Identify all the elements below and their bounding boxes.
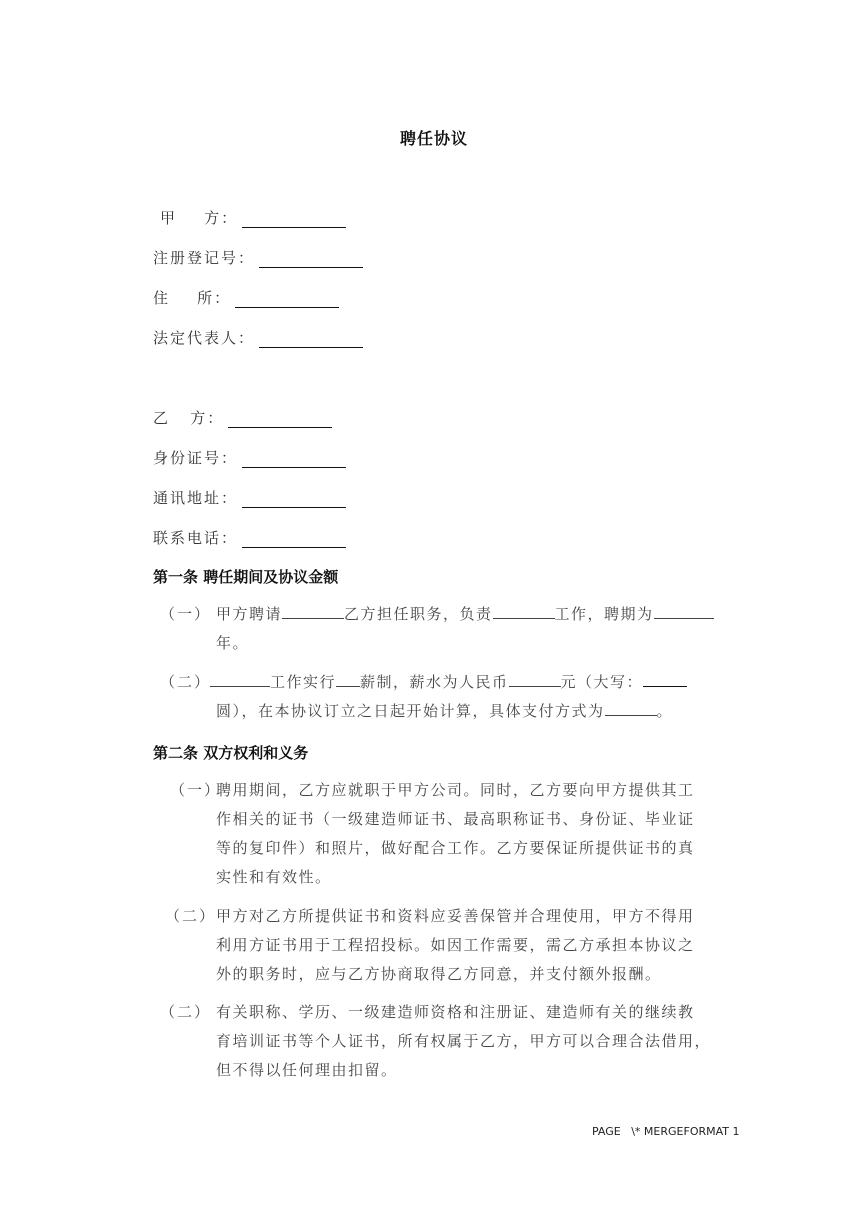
article-1-item-2-number: （二） (160, 673, 212, 691)
article-1-item-2-line-1 (210, 668, 687, 697)
document-title: 聘任协议 (399, 129, 468, 148)
article-2-item-2-line: 甲方对乙方所提供证书和资料应妥善保管并合理使用，甲方不得用 (216, 907, 695, 925)
party-b-id-field (153, 447, 346, 468)
item-text-segment: 薪制，薪水为人民币 (360, 673, 509, 691)
item-text-segment: 。 (656, 702, 674, 720)
fill-blank (336, 669, 360, 687)
page-footer: PAGE \* MERGEFORMAT 1 (592, 1125, 740, 1138)
party-a-reg-label: 注册登记号： (153, 249, 256, 267)
item-text-segment: 乙方担任职务，负责 (344, 605, 493, 623)
item-text-segment: 圆），在本协议订立之日起开始计算，具体支付方式为 (216, 702, 605, 720)
article-2-item-1-line: 聘用期间，乙方应就职于甲方公司。同时，乙方要向甲方提供其工 (216, 781, 695, 799)
article-1-item-1-line-1 (216, 600, 714, 629)
article-2-item-1-line: 实性和有效性。 (216, 868, 332, 886)
article-2-item-2-line: 外的职务时，应与乙方协商取得乙方同意，并支付额外报酬。 (216, 965, 662, 983)
party-a-reg-blank (259, 251, 363, 268)
party-a-name-field (160, 207, 346, 228)
article-2-item-3-line: 育培训证书等个人证书，所有权属于乙方，甲方可以合理合法借用， (216, 1032, 712, 1050)
party-b-addr-field (153, 487, 346, 508)
article-2-item-2-number: （二） (165, 907, 217, 925)
party-a-rep-label: 法定代表人： (153, 329, 256, 347)
fill-blank (605, 698, 657, 716)
party-b-phone-field (153, 527, 346, 548)
article-2-item-1-number: （一） (170, 781, 222, 799)
party-a-name-blank (242, 211, 346, 228)
article-1-item-2-line-2 (216, 697, 673, 726)
item-text-segment: 元（大写： (560, 673, 644, 691)
party-a-addr-field (153, 287, 339, 308)
party-b-name-blank (228, 411, 332, 428)
party-a-rep-field (153, 327, 363, 348)
article-1-heading: 第一条 聘任期间及协议金额 (153, 568, 339, 586)
article-2-item-1-line: 作相关的证书（一级建造师证书、最高职称证书、身份证、毕业证 (216, 810, 695, 828)
party-b-name-label: 乙 方： (153, 409, 225, 427)
fill-blank (493, 601, 555, 619)
fill-blank (509, 669, 561, 687)
article-2-item-1-line: 等的复印件）和照片，做好配合工作。乙方要保证所提供证书的真 (216, 839, 695, 857)
article-1-item-1-text (216, 600, 714, 658)
party-b-id-label: 身份证号： (153, 449, 239, 467)
article-2-item-3-line: 但不得以任何理由扣留。 (216, 1061, 398, 1079)
fill-blank (210, 669, 270, 687)
article-2-item-2-line: 利用方证书用于工程招投标。如因工作需要，需乙方承担本协议之 (216, 936, 695, 954)
article-2-item-2-text (216, 902, 695, 989)
fill-blank (643, 669, 687, 687)
article-2-item-1-text (216, 776, 695, 892)
party-a-addr-blank (235, 291, 339, 308)
party-a-name-label: 甲 方： (160, 209, 239, 227)
article-2-item-3-number: （二） (160, 1003, 212, 1021)
article-1-item-1-line-2: 年。 (216, 634, 250, 652)
party-b-phone-label: 联系电话： (153, 529, 239, 547)
party-a-rep-blank (259, 331, 363, 348)
fill-blank (282, 601, 344, 619)
fill-blank (654, 601, 714, 619)
party-b-phone-blank (242, 531, 346, 548)
article-1-item-1-number: （一） (160, 605, 212, 623)
party-b-addr-blank (242, 491, 346, 508)
party-a-addr-label: 住 所： (153, 289, 232, 307)
item-text-segment: 工作实行 (270, 673, 337, 691)
item-text-segment: 甲方聘请 (216, 605, 283, 623)
party-a-reg-field (153, 247, 363, 268)
item-text-segment: 工作，聘期为 (554, 605, 654, 623)
article-2-item-3-line: 有关职称、学历、一级建造师资格和注册证、建造师有关的继续教 (216, 1003, 695, 1021)
party-b-name-field (153, 407, 332, 428)
party-b-addr-label: 通讯地址： (153, 489, 239, 507)
article-2-heading: 第二条 双方权利和义务 (153, 744, 309, 762)
party-b-id-blank (242, 451, 346, 468)
article-2-item-3-text (216, 998, 711, 1085)
